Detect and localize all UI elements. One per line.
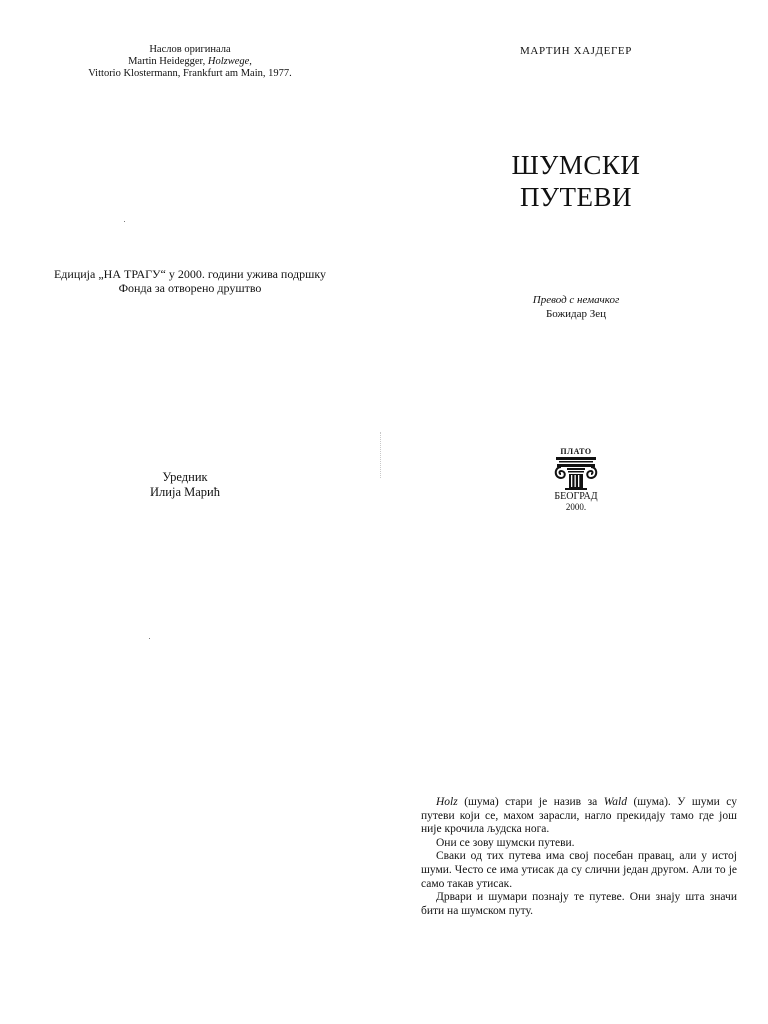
original-author: Martin Heidegger, [128,56,208,67]
epigraph-paragraph: Дрвари и шумари познају те путеве. Они знају шта значи бити на шумском путу. [421,891,737,917]
epigraph-text-span: (шума) стари је назив за [457,796,604,808]
epigraph-paragraph: Они се зову шумски путеви. [436,836,575,849]
epigraph-paragraph [421,796,737,837]
translation-credit [384,293,768,321]
epigraph-term-wald: Wald [603,796,627,808]
right-page [384,0,768,1024]
publisher-imprint [534,447,618,512]
gutter-mark [380,432,382,478]
paper-speck [124,221,125,222]
ionic-column-capital-logo-icon [553,456,599,490]
translator-name: Божидар Зец [545,308,607,320]
translation-label: Превод с немачког [532,294,620,306]
original-work-title: Holzwege [207,56,250,67]
epigraph-term-holz: Holz [436,796,458,808]
author-name: МАРТИН ХАЈДЕГЕР [520,45,632,57]
epigraph-paragraph: Сваки од тих путева има свој посебан правац, али у истој шуми. Често се има утисак да су слични један другом. Али то је само такав утисак. [421,850,737,890]
book-title [384,149,768,213]
editor-label: Уредник [162,470,208,484]
epigraph-text [421,796,737,918]
left-page [0,0,380,1024]
original-publisher-line: Vittorio Klostermann, Frankfurt am Main, 1977. [88,68,292,79]
edition-support-line1: Едиција „НА ТРАГУ“ у 2000. години ужива подршку [53,267,327,281]
edition-support-note [20,267,360,295]
publication-year: 2000. [565,502,587,512]
paper-speck [149,638,150,639]
publisher-city: БЕОГРАД [554,491,598,502]
editor-credit [60,470,310,500]
original-title-label: Наслов оригинала [149,44,231,55]
book-title-line1: ШУМСКИ [511,150,641,180]
original-title-author-line [40,56,340,68]
original-title-block [40,44,340,80]
epigraph-text-span: (шума). У шуми су путеви који се, махом зарасли, нагло прекидају тамо где још није крочила људска нога. [421,796,737,836]
editor-name: Илија Марић [150,485,220,499]
edition-support-line2: Фонда за отворено друштво [118,281,262,295]
book-title-line2: ПУТЕВИ [519,182,633,212]
original-author-tail: , [249,56,252,67]
publisher-logo-text: ПЛАТО [560,447,592,456]
